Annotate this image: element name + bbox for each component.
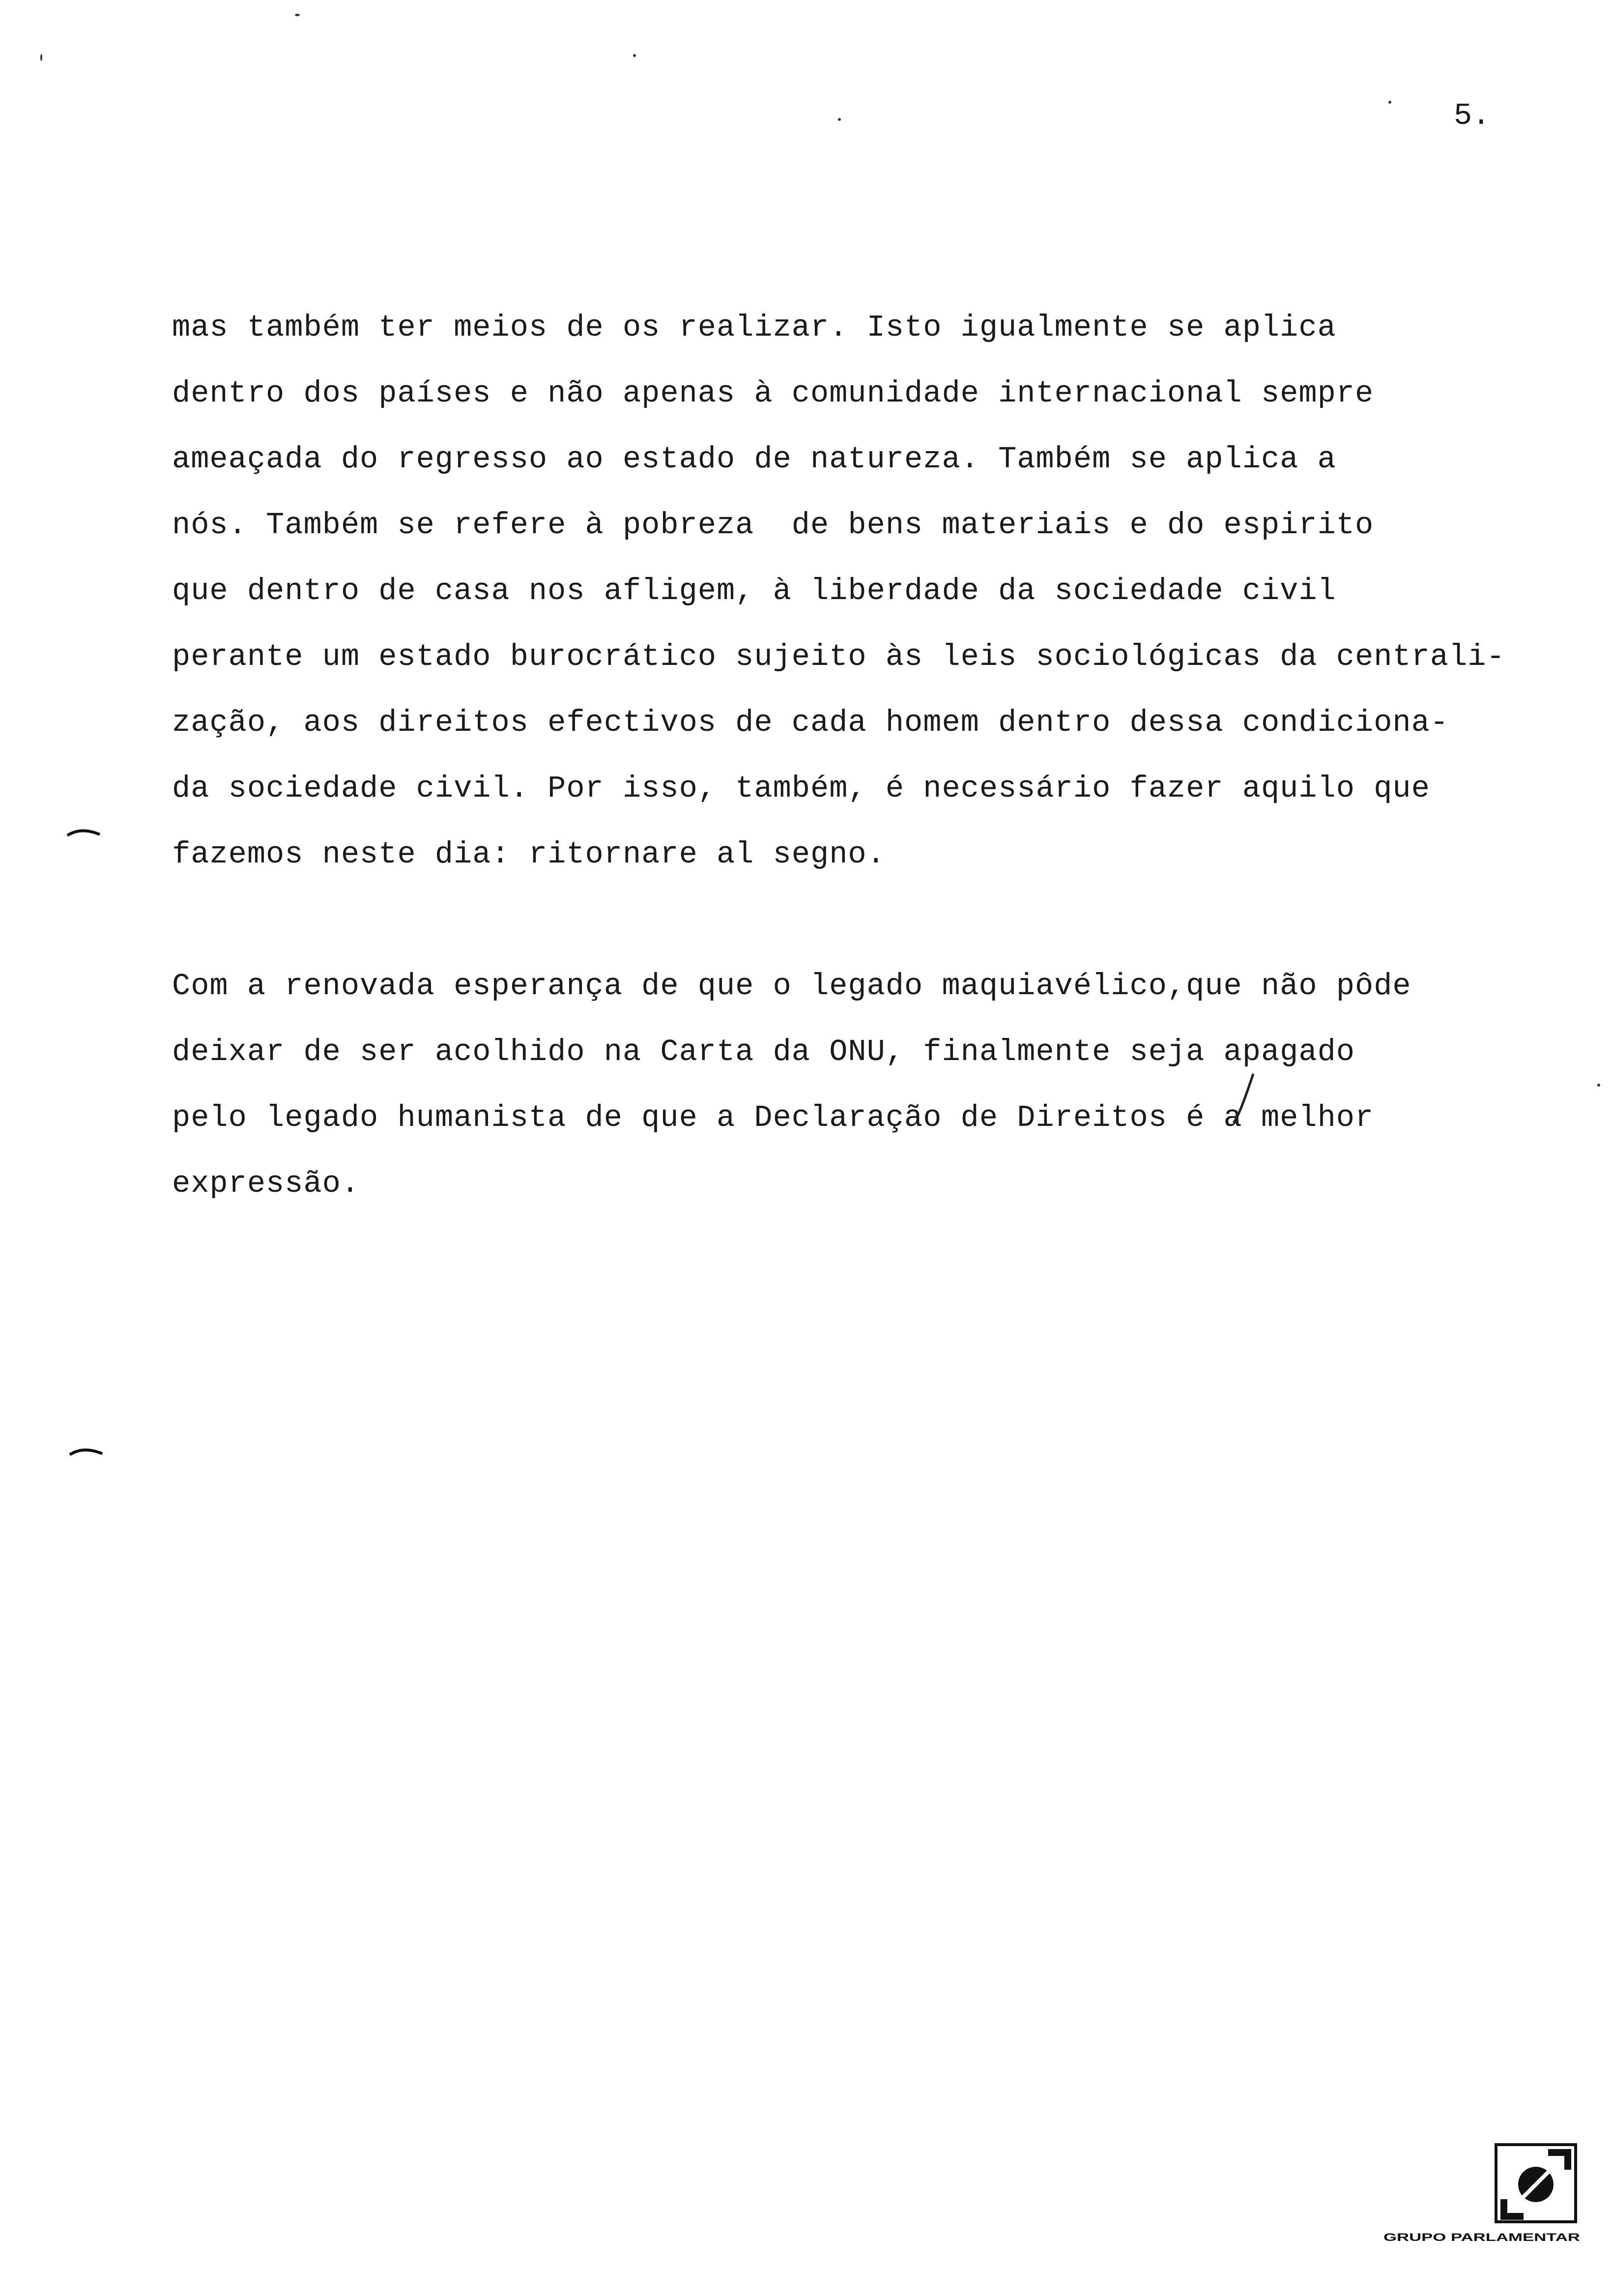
- text-line: que dentro de casa nos afligem, à liberdade da sociedade civil: [172, 574, 1336, 608]
- text-line: Com a renovada esperança de que o legado maquiavélico,que não pôde: [172, 969, 1411, 1004]
- text-line: fazemos neste dia: ritornare al segno.: [172, 837, 886, 872]
- scan-speck: [40, 54, 42, 61]
- svg-text:GRUPO PARLAMENTAR: GRUPO PARLAMENTAR: [1383, 2231, 1580, 2243]
- scan-speck: [1388, 101, 1391, 104]
- scan-speck: [838, 118, 841, 121]
- text-line: nós. Também se refere à pobreza de bens materiais e do espirito: [172, 508, 1374, 543]
- scan-speck: [295, 14, 300, 16]
- logo-caption: [1383, 2231, 1580, 2243]
- text-line: zação, aos direitos efectivos de cada homem dentro dessa condiciona-: [172, 705, 1449, 740]
- scan-speck: [1597, 1084, 1600, 1087]
- text-line: pelo legado humanista de que a Declaração de Direitos é a melhor: [172, 1100, 1374, 1135]
- text-line: deixar de ser acolhido na Carta da ONU, finalmente seja apagado: [172, 1034, 1355, 1069]
- text-line: perante um estado burocrático sujeito às leis sociológicas da centrali-: [172, 639, 1505, 674]
- margin-mark: [66, 826, 101, 837]
- scan-speck: [633, 54, 636, 57]
- margin-mark: [69, 1445, 103, 1457]
- text-line: da sociedade civil. Por isso, também, é necessário fazer aquilo que: [172, 771, 1430, 806]
- document-body: [172, 295, 1597, 1217]
- text-line: dentro dos países e não apenas à comunidade internacional sempre: [172, 376, 1374, 411]
- handwritten-edit-mark: [1229, 1069, 1258, 1128]
- text-line: ameaçada do regresso ao estado de natureza. Também se aplica a: [172, 442, 1336, 477]
- page-number: 5.: [1454, 98, 1491, 133]
- text-line: mas também ter meios de os realizar. Isto igualmente se aplica: [172, 310, 1336, 345]
- paragraph-spacer: [172, 888, 1597, 953]
- paragraph-2: [172, 953, 1597, 1217]
- paragraph-1: [172, 295, 1597, 888]
- text-line: expressão.: [172, 1166, 360, 1201]
- grupo-parlamentar-logo: [1494, 2143, 1578, 2224]
